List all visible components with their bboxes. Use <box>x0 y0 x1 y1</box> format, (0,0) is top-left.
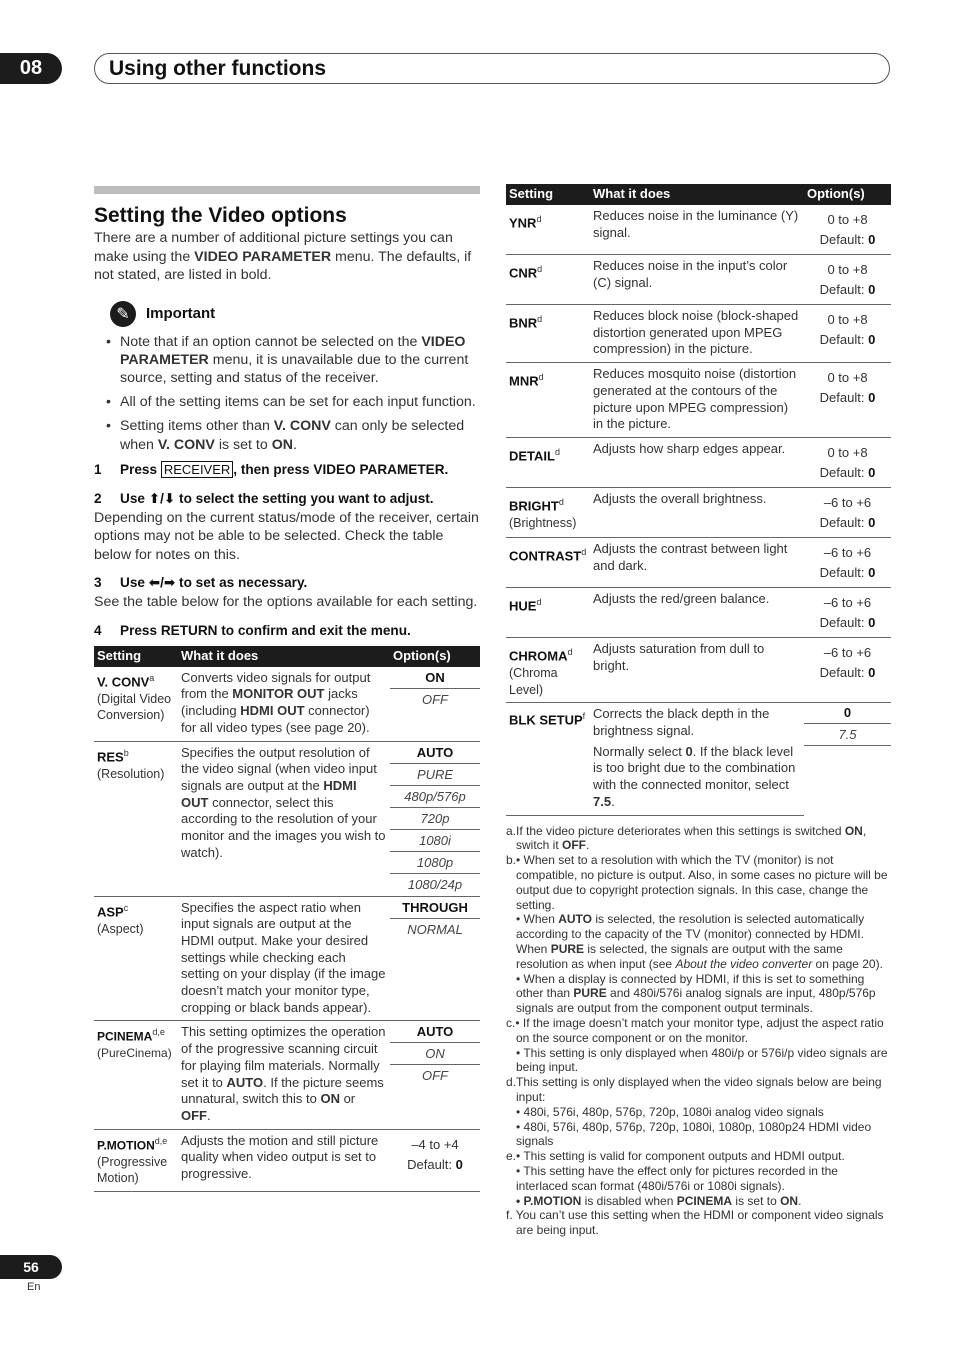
setting-label: P.MOTION <box>97 1138 155 1152</box>
table-row <box>94 1021 480 1129</box>
step-number: 3 <box>94 575 102 591</box>
footnote-ref: d <box>558 496 564 507</box>
setting-name <box>94 1129 178 1191</box>
bullet-menu: VIDEO PARAMETER <box>120 333 466 368</box>
bullet-text: is set to <box>214 436 272 453</box>
setting-sub: (Resolution) <box>97 766 165 781</box>
section-title: Setting the Video options <box>94 204 347 227</box>
default-value: 0 <box>868 464 876 480</box>
language-code: En <box>27 1281 41 1293</box>
setting-name <box>94 667 178 741</box>
left-right-arrow-icon: ⬅/➡ <box>148 575 176 591</box>
bullet-bold: V. CONV <box>273 418 331 435</box>
footnote-ref: b <box>123 747 129 758</box>
table-row <box>94 1129 480 1191</box>
video-settings-table-right <box>506 184 891 703</box>
table-row <box>506 205 891 255</box>
setting-options <box>390 667 480 741</box>
default-value: 0 <box>868 282 876 297</box>
step-3 <box>94 573 480 593</box>
option-value: NORMAL <box>407 921 463 937</box>
page-number: 56 <box>23 1259 39 1275</box>
page-number-badge <box>0 1255 62 1279</box>
desc-text: . <box>611 793 615 809</box>
desc-bold: OFF <box>181 1107 207 1123</box>
setting-label: PCINEMA <box>97 1029 153 1044</box>
range-value: –6 to +6 <box>823 544 872 560</box>
video-settings-table-left <box>94 646 480 1192</box>
step-1 <box>94 460 480 480</box>
range-block <box>807 541 888 583</box>
option-value: 7.5 <box>804 724 891 746</box>
setting-desc: Adjusts how sharp edges appear. <box>590 437 804 487</box>
desc-text: Specifies the output resolution of the video signal (when video input signals are output at the <box>181 744 377 793</box>
step-number: 4 <box>94 622 102 638</box>
step-number: 2 <box>94 490 102 506</box>
note-text: on page 20). <box>812 956 883 971</box>
desc-text: . <box>207 1107 211 1123</box>
note-bold: ON <box>844 823 863 838</box>
footnote-ref: d <box>567 646 573 657</box>
option-value: AUTO <box>390 742 480 764</box>
setting-name <box>506 205 590 255</box>
default-label: Default: <box>819 464 869 480</box>
right-column <box>506 184 891 1238</box>
footnote-ref: d,e <box>154 1135 168 1146</box>
desc-text: jacks (including <box>181 686 358 719</box>
setting-name <box>506 702 590 815</box>
default-value: 0 <box>868 232 876 247</box>
option-value: 0 <box>804 702 891 724</box>
setting-label: YNR <box>509 215 537 231</box>
default-label: Default: <box>819 664 869 680</box>
range-block <box>393 1133 477 1175</box>
setting-options <box>804 437 891 487</box>
setting-label: CHROMA <box>509 648 568 664</box>
setting-name <box>506 487 590 537</box>
setting-name <box>506 437 590 487</box>
footnote-ref: d <box>554 446 560 457</box>
up-down-arrow-icon: ⬆/⬇ <box>148 490 176 506</box>
header-what: What it does <box>178 646 390 667</box>
footnote-e3 <box>506 1194 891 1209</box>
setting-label: BNR <box>509 315 538 331</box>
setting-label: DETAIL <box>509 448 555 464</box>
default-label: Default: <box>407 1156 456 1172</box>
setting-desc <box>590 702 804 815</box>
step-text: Press <box>120 461 161 477</box>
setting-options <box>804 537 891 587</box>
setting-label: BLK SETUP <box>509 712 583 728</box>
setting-label: RES <box>97 748 124 764</box>
setting-options <box>804 363 891 438</box>
intro-text-2: menu. The defaults, if not stated, are listed in bold. <box>94 248 472 283</box>
setting-sub: (Digital Video Conversion) <box>97 691 172 723</box>
pencil-icon: ✎ <box>110 301 136 327</box>
range-value: 0 to +8 <box>827 444 868 460</box>
setting-desc: Adjusts the red/green balance. <box>590 587 804 637</box>
intro-menu: VIDEO PARAMETER <box>194 248 332 265</box>
default-label: Default: <box>819 282 869 297</box>
footnote-ref: d <box>538 372 544 383</box>
step-text: , then press VIDEO PARAMETER. <box>233 461 449 477</box>
setting-label: BRIGHT <box>509 498 559 514</box>
footnote-ref: f <box>582 711 586 722</box>
default-label: Default: <box>819 232 869 247</box>
footnote-ref: d <box>536 214 542 224</box>
setting-desc <box>178 1021 390 1129</box>
setting-options <box>804 487 891 537</box>
note-text: a.If the video picture deteriorates when this settings is switched <box>506 823 845 838</box>
note-text: is set to <box>732 1193 781 1208</box>
bullet-text: . <box>292 436 297 453</box>
note-bold: • P.MOTION <box>516 1193 582 1208</box>
note-text: is disabled when <box>581 1193 677 1208</box>
option-value: THROUGH <box>390 897 480 919</box>
table-header-row <box>506 184 891 205</box>
left-column <box>94 186 480 1192</box>
range-block <box>807 591 888 633</box>
default-label: Default: <box>819 514 869 530</box>
desc-text: . If the picture seems unnatural, switch this to <box>181 1074 384 1107</box>
setting-desc: Specifies the aspect ratio when input signals are output at the HDMI output. Make your desired settings while checking each setting on your display (if the image doesn’t match your monitor type, cropping or black bands appear). <box>178 896 390 1021</box>
step-2 <box>94 489 480 509</box>
setting-name <box>506 363 590 438</box>
setting-sub: (PureCinema) <box>97 1046 172 1061</box>
desc-text: connector, select this according to the resolution of your monitor and the images you wish to watch). <box>181 794 386 860</box>
table-row <box>506 702 891 815</box>
setting-desc: Reduces noise in the luminance (Y) signal. <box>590 205 804 255</box>
setting-options <box>390 741 480 896</box>
setting-name <box>94 1021 178 1129</box>
setting-options <box>804 305 891 363</box>
table-row <box>506 437 891 487</box>
receiver-key: RECEIVER <box>161 461 233 478</box>
bullet-text: menu, it is unavailable due to the current source, setting and status of the receiver. <box>120 351 469 386</box>
setting-label: CONTRAST <box>509 548 582 564</box>
note-text: . <box>586 838 590 853</box>
important-heading <box>110 301 480 327</box>
list-item: • All of the setting items can be set for each input function. <box>106 393 480 411</box>
footnote-e2: • This setting have the effect only for pictures recorded in the interlaced scan format (480i/576i or 1080i signals). <box>516 1163 838 1193</box>
setting-sub: (Progressive Motion) <box>97 1154 168 1186</box>
setting-options <box>804 205 891 255</box>
desc-para <box>593 744 801 811</box>
footnote-a <box>506 824 891 854</box>
footnote-d2: • 480i, 576i, 480p, 576p, 720p, 1080i analog video signals <box>516 1104 824 1119</box>
setting-label: MNR <box>509 373 539 389</box>
range-block <box>807 208 888 250</box>
note-text: is selected, the resolution is selected automatically according to the capacity of the TV (monitor) connected by HDMI. When <box>516 912 865 956</box>
note-text: . <box>798 1193 802 1208</box>
table-row <box>506 363 891 438</box>
desc-text: . If the black level is too bright due to the combination with the connected monitor, select <box>593 743 796 793</box>
header-setting: Setting <box>94 646 178 667</box>
table-row <box>506 305 891 363</box>
step-text: to set as necessary. <box>175 575 308 591</box>
header-setting: Setting <box>506 184 590 205</box>
footnote-d3: • 480i, 576i, 480p, 576p, 720p, 1080i, 1080p, 1080p24 HDMI video signals <box>516 1119 872 1149</box>
note-bold: ON <box>780 1193 799 1208</box>
step-3-body: See the table below for the options available for each setting. <box>94 594 478 611</box>
range-block <box>807 641 888 683</box>
note-text: , switch it <box>516 823 867 853</box>
setting-desc: Adjusts the motion and still picture quality when video output is set to progressive. <box>178 1129 390 1191</box>
step-4 <box>94 621 480 641</box>
default-label: Default: <box>819 564 869 580</box>
desc-bold: HDMI OUT <box>181 777 357 810</box>
desc-text: or <box>339 1091 356 1107</box>
default-value: 0 <box>868 390 876 406</box>
header-what: What it does <box>590 184 804 205</box>
setting-desc: Reduces block noise (block-shaped distortion generated upon MPEG compression) in the picture. <box>590 305 804 363</box>
range-block <box>807 308 888 350</box>
setting-options <box>804 587 891 637</box>
bullet-text: can only be selected when <box>120 418 465 453</box>
setting-desc: Adjusts the contrast between light and dark. <box>590 537 804 587</box>
footnote-ref: d <box>581 546 587 557</box>
setting-desc <box>178 741 390 896</box>
desc-text: This setting optimizes the operation of the progressive scanning circuit for playing film materials. Normally set it to <box>181 1024 386 1090</box>
option-value: 1080/24p <box>407 876 463 892</box>
desc-bold: AUTO <box>226 1074 264 1090</box>
step-number: 1 <box>94 461 102 477</box>
step-text: Press RETURN to confirm and exit the menu. <box>120 622 411 638</box>
option-value: ON <box>390 1043 480 1065</box>
default-label: Default: <box>819 332 869 347</box>
option-value: 1080p <box>390 852 480 874</box>
chapter-number: 08 <box>19 57 43 79</box>
range-block <box>807 441 888 483</box>
setting-sub: (Chroma Level) <box>509 665 558 697</box>
default-value: 0 <box>868 614 876 630</box>
setting-name <box>506 537 590 587</box>
footnote-ref: c <box>123 902 129 913</box>
list-item <box>106 417 480 453</box>
bullet-text: Setting items other than <box>120 418 274 435</box>
range-block <box>807 491 888 533</box>
setting-sub: (Brightness) <box>509 515 577 530</box>
range-value: –6 to +6 <box>823 494 872 510</box>
blk-setup-table <box>506 702 891 815</box>
setting-name <box>94 896 178 1021</box>
bullet-bold: ON <box>271 436 293 453</box>
footnote-ref: d <box>537 314 543 324</box>
table-row <box>94 896 480 1021</box>
default-value: 0 <box>868 564 876 580</box>
table-row <box>506 637 891 702</box>
range-value: –6 to +6 <box>823 594 872 610</box>
footnote-c: c.• If the image doesn’t match your monitor type, adjust the aspect ratio on the source component or on the monitor. <box>506 1015 884 1045</box>
range-value: –4 to +4 <box>411 1136 459 1152</box>
setting-name <box>506 305 590 363</box>
setting-desc: Reduces noise in the input’s color (C) signal. <box>590 255 804 305</box>
table-header-row <box>94 646 480 667</box>
header-options: Option(s) <box>804 184 891 205</box>
setting-label: ASP <box>97 903 124 919</box>
footnote-f: f. You can’t use this setting when the HDMI or component video signals are being input. <box>506 1208 884 1238</box>
setting-options <box>804 702 891 815</box>
range-value: –6 to +6 <box>823 644 872 660</box>
default-label: Default: <box>819 614 869 630</box>
setting-label: V. CONV <box>97 674 150 690</box>
desc-bold: 0 <box>685 743 693 759</box>
desc-bold: 7.5 <box>593 793 612 809</box>
footnotes <box>506 824 891 1238</box>
step-text: Use <box>120 575 149 591</box>
note-text: is selected, the signals are output with the same resolution as when input (see <box>516 941 843 971</box>
note-italic: About the video converter <box>675 956 813 971</box>
setting-sub: (Aspect) <box>97 921 144 936</box>
setting-label: CNR <box>509 265 538 281</box>
option-value: OFF <box>422 691 448 707</box>
footnote-ref: d <box>537 264 543 274</box>
table-row <box>94 741 480 896</box>
important-list <box>106 333 480 454</box>
option-value: ON <box>390 667 480 689</box>
footnote-c2: • This setting is only displayed when 480i/p or 576i/p video signals are being input. <box>516 1045 888 1075</box>
desc-text: Normally select <box>593 743 686 759</box>
desc-text: Corrects the black depth in the brightness signal. <box>593 706 770 739</box>
step-text: to select the setting you want to adjust. <box>175 490 434 506</box>
bullet-text: Note that if an option cannot be selected on the <box>120 333 422 350</box>
default-label: Default: <box>819 390 869 406</box>
desc-bold: ON <box>320 1091 340 1107</box>
setting-desc: Adjusts the overall brightness. <box>590 487 804 537</box>
important-title: Important <box>146 305 216 322</box>
bullet-bold: V. CONV <box>157 436 215 453</box>
setting-label: HUE <box>509 598 537 614</box>
note-text: • When a display is connected by HDMI, if this is set to something other than <box>516 971 865 1001</box>
table-row <box>506 587 891 637</box>
desc-text: connector) for all video types (see page 20). <box>181 703 370 735</box>
option-value: PURE <box>390 764 480 786</box>
table-row <box>506 487 891 537</box>
setting-desc <box>178 667 390 741</box>
table-row <box>506 537 891 587</box>
setting-options <box>390 1129 480 1191</box>
step-2-body: Depending on the current status/mode of the receiver, certain options may not be able to be selected. Check the table below for notes on this. <box>94 509 479 563</box>
setting-name <box>506 637 590 702</box>
footnote-b: b.• When set to a resolution with which the TV (monitor) is not compatible, no picture is output. Also, in some cases no picture will be output due to copyright protection signals. In this case, change the setting. <box>506 853 888 912</box>
setting-name <box>506 587 590 637</box>
default-value: 0 <box>455 1156 463 1172</box>
desc-bold: MONITOR OUT <box>232 686 325 702</box>
setting-options <box>390 896 480 1021</box>
note-bold: PURE <box>573 986 607 1001</box>
note-bold: OFF <box>562 838 587 853</box>
range-block <box>807 366 888 408</box>
setting-desc: Adjusts saturation from dull to bright. <box>590 637 804 702</box>
chapter-title-text: Using other functions <box>109 56 326 80</box>
header-options: Option(s) <box>390 646 480 667</box>
intro-text: There are a number of additional picture settings you can make using the <box>94 230 453 265</box>
table-row <box>506 255 891 305</box>
section-intro <box>94 229 480 285</box>
footnote-d: d.This setting is only displayed when the video signals below are being input: <box>506 1075 882 1104</box>
setting-name <box>94 741 178 896</box>
footnote-ref: d,e <box>152 1027 165 1038</box>
table-row <box>94 667 480 741</box>
default-value: 0 <box>868 332 876 347</box>
note-bold: AUTO <box>558 912 592 927</box>
note-text: • When <box>516 912 559 927</box>
footnote-b2 <box>506 912 891 971</box>
range-value: 0 to +8 <box>827 212 868 227</box>
option-value: AUTO <box>390 1021 480 1043</box>
section-rule <box>94 186 480 194</box>
desc-bold: HDMI OUT <box>240 703 305 719</box>
option-value: OFF <box>422 1068 448 1084</box>
range-block <box>807 258 888 300</box>
footnote-ref: d <box>536 596 542 607</box>
desc-text: Converts video signals for output from the <box>181 669 371 702</box>
setting-options <box>804 255 891 305</box>
list-item <box>106 333 480 388</box>
setting-desc: Reduces mosquito noise (distortion generated at the contours of the picture upon MPEG compression) in the picture. <box>590 363 804 438</box>
setting-options <box>804 637 891 702</box>
option-value: 720p <box>390 808 480 830</box>
range-value: 0 to +8 <box>827 370 868 386</box>
default-value: 0 <box>868 514 876 530</box>
default-value: 0 <box>868 664 876 680</box>
footnote-e: e.• This setting is valid for component outputs and HDMI output. <box>506 1149 845 1164</box>
range-value: 0 to +8 <box>827 262 868 277</box>
step-text: Use <box>120 490 149 506</box>
note-bold: PCINEMA <box>676 1193 733 1208</box>
setting-options <box>390 1021 480 1129</box>
setting-name <box>506 255 590 305</box>
option-value: 1080i <box>390 830 480 852</box>
footnote-ref: a <box>149 672 155 683</box>
note-bold: PURE <box>550 941 585 956</box>
option-value: 480p/576p <box>390 786 480 808</box>
footnote-b3 <box>506 972 891 1016</box>
range-value: 0 to +8 <box>827 312 868 327</box>
chapter-title <box>94 53 890 84</box>
chapter-badge <box>0 53 62 84</box>
note-text: and 480i/576i analog signals are input, 480p/576p signals are output from the component output terminals. <box>516 986 876 1016</box>
